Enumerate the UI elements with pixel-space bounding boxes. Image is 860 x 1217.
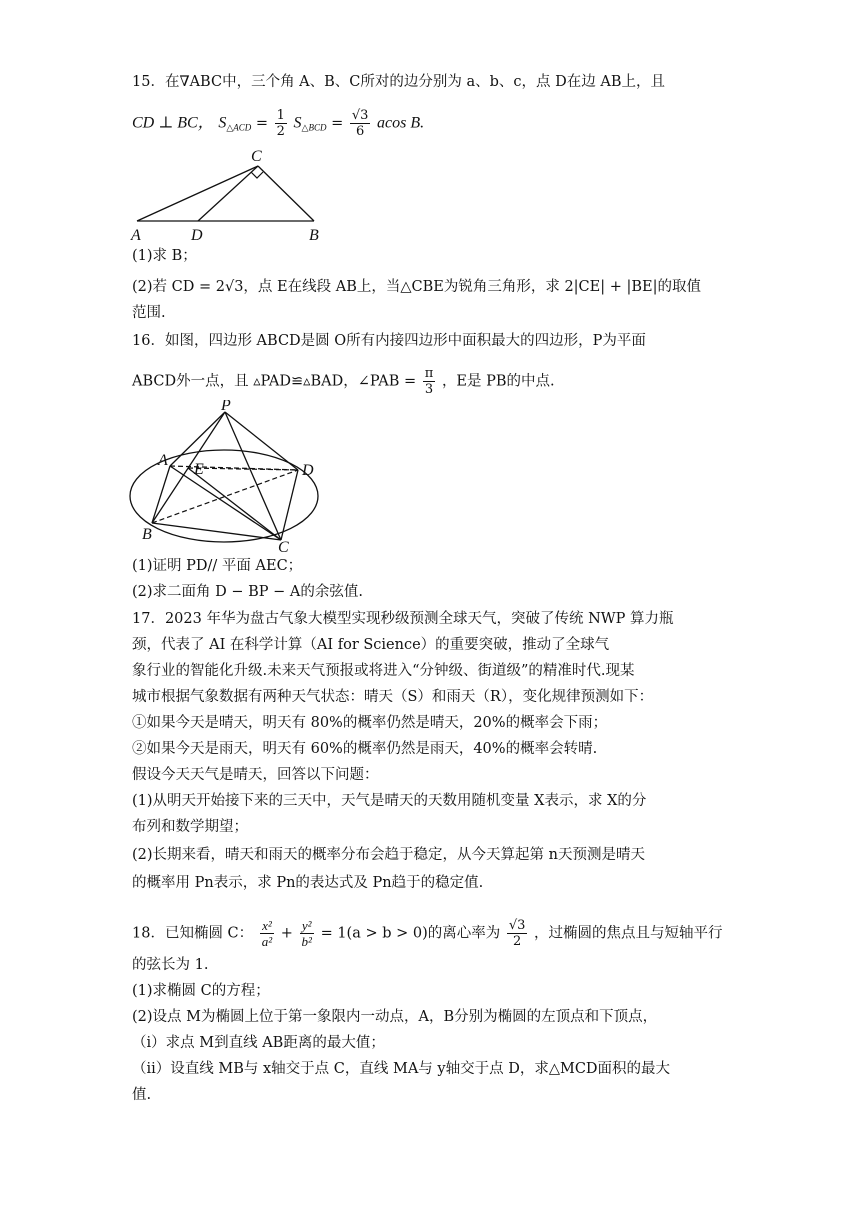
q16-frac-num: π [424,366,434,381]
q17-line: 颈，代表了 AI 在科学计算（AI for Science）的重要突破，推动了全球气 [132,637,610,653]
q15-frac2-den: 6 [355,124,365,139]
q15-s2-sub: △BCD [301,122,327,133]
q15-side-ac [137,166,258,221]
q15-frac2-num: √3 [351,108,369,123]
q16-label-p: P [221,400,231,414]
q15-frac1 [275,108,287,139]
q16-line2-a: ABCD外一点，且 ▵PAD≌▵BAD，∠PAB = [132,373,417,390]
q16-label-c: C [278,539,289,555]
q16-label-b: B [142,526,152,543]
q16-label-a: A [158,452,168,469]
q15-eq1: = [255,115,273,132]
q16-line2 [132,366,555,397]
q15-s2: S [293,114,302,132]
q16-part2: (2)求二面角 D − BP − A的余弦值. [132,584,364,600]
q18-frac-e [507,918,528,949]
q18-frac-x-den: a² [261,934,273,949]
q18-line: 值. [132,1087,152,1103]
q15-s1-sub: △ACD [226,122,252,133]
q15-eq2: = [331,115,348,132]
q15-part2: (2)若 CD = 2√3，点 E在线段 AB上，当△CBE为锐角三角形，求 2|CE| + |BE|的取值 [132,279,702,295]
q17-line: (1)从明天开始接下来的三天中，天气是晴天的天数用随机变量 X表示，求 X的分 [132,793,647,809]
q18-line: 的弦长为 1. [132,957,209,973]
q15-side-cb [258,166,314,221]
q15-s1: S [218,114,227,132]
q17-line: ②如果今天是雨天，明天有 60%的概率仍然是雨天，40%的概率会转晴. [132,741,598,757]
q18-line1 [132,918,723,949]
q17-line: ①如果今天是晴天，明天有 80%的概率仍然是晴天，20%的概率会下雨； [132,715,608,731]
q17-line: 象行业的智能化升级.未来天气预报或将进入“分钟级、街道级”的精准时代.现某 [132,663,635,679]
q15-part2-cont: 范围. [132,305,166,321]
q15-perp: CD ⊥ BC， [132,114,214,132]
q15-label-d: D [191,227,203,243]
q16-label-e: E [194,461,204,478]
q18-frac-x-num: x² [260,918,274,934]
q18-line1-end: ，过椭圆的焦点且与短轴平行 [534,925,723,942]
q18-frac-y-num: y² [300,918,314,934]
q15-label-b: B [309,227,319,243]
q18-frac-e-num: √3 [508,918,526,933]
q18-plus: + [280,925,293,942]
q15-frac1-den: 2 [276,124,285,139]
q15-right-angle-mark [251,172,263,178]
q15-line1: 15．在∇ABC中，三个角 A、B、C所对的边分别为 a、b、c，点 D在边 AB上，且 [132,74,666,90]
q17-line: 17．2023 年华为盘古气象大模型实现秒级预测全球天气，突破了传统 NWP 算力瓶 [132,611,674,627]
q17-line: 布列和数学期望； [132,819,248,835]
q18-line: (2)设点 M为椭圆上位于第一象限内一动点，A，B分别为椭圆的左顶点和下顶点， [132,1009,658,1025]
q18-line: (1)求椭圆 C的方程； [132,983,270,999]
q18-frac-e-den: 2 [513,934,522,949]
q15-acosb: acos B. [377,114,425,132]
q18-frac-y-den: b² [301,934,312,949]
q17-line: 城市根据气象数据有两种天气状态：晴天（S）和雨天（R），变化规律预测如下： [132,689,654,705]
q17-line: 假设今天天气是晴天，回答以下问题： [132,767,379,783]
q17-line: 的概率用 Pn表示，求 Pn的表达式及 Pn趋于的稳定值. [132,875,484,891]
q16-label-d: D [302,462,314,479]
q16-line2-b: ，E是 PB的中点. [441,373,555,390]
q15-frac2 [350,108,371,139]
q15-triangle-figure [128,145,328,243]
q16-edge-pd [225,412,298,470]
q15-part1: (1)求 B； [132,248,197,264]
q15-frac1-num: 1 [276,108,285,123]
q18-intro: 18．已知椭圆 C： [132,925,254,942]
q16-pyramid-figure [126,400,326,555]
q16-edge-pa [170,412,225,466]
q16-edge-ab [152,466,170,523]
q15-line2 [132,108,424,139]
q17-line: (2)长期来看，晴天和雨天的概率分布会趋于稳定，从今天算起第 n天预测是晴天 [132,847,645,863]
q18-eq: = 1(a > b > 0)的离心率为 [320,925,501,942]
q16-frac-den: 3 [424,382,434,397]
q15-label-a: A [131,227,141,243]
q15-segment-cd [198,166,258,221]
q18-frac-x [260,918,274,949]
q16-line1: 16．如图，四边形 ABCD是圆 O所有内接四边形中面积最大的四边形，P为平面 [132,333,646,349]
q18-frac-y [300,918,314,949]
q18-line: （ii）设直线 MB与 x轴交于点 C，直线 MA与 y轴交于点 D，求△MCD面积的最大 [132,1061,671,1077]
q16-part1: (1)证明 PD// 平面 AEC； [132,558,303,574]
q18-line: （i）求点 M到直线 AB距离的最大值； [132,1035,385,1051]
q16-frac-pi3 [423,366,436,397]
q15-label-c: C [251,148,262,165]
